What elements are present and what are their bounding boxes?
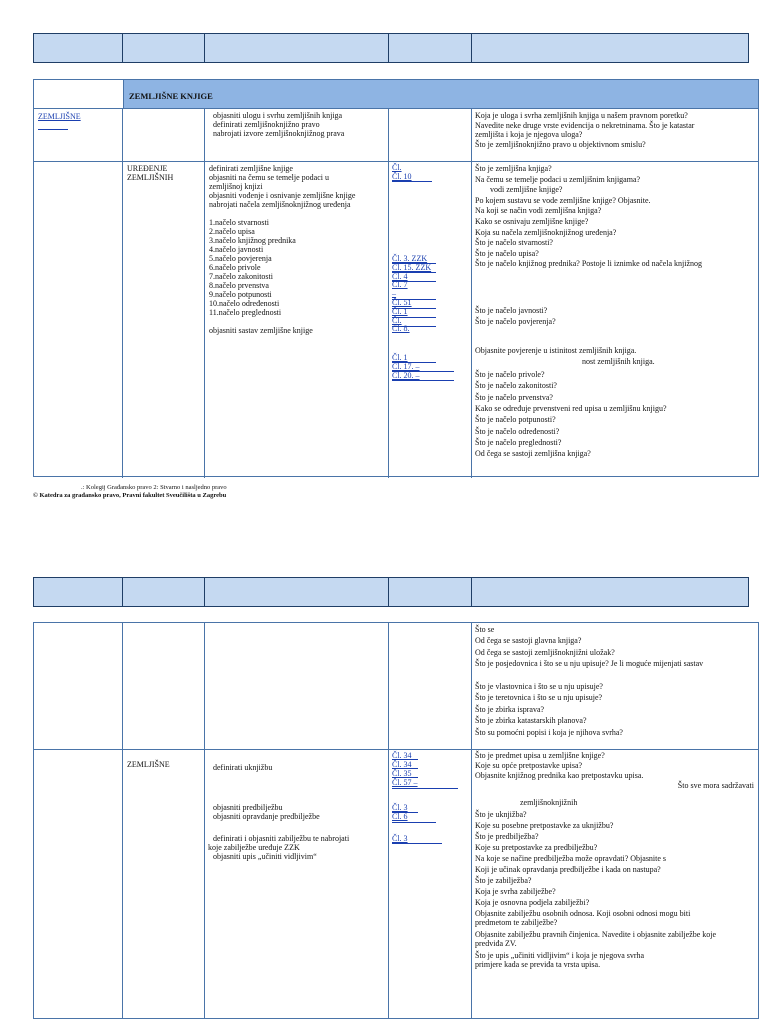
article-link[interactable]: Čl. 3. ZZK (392, 254, 428, 263)
article-link[interactable]: Čl. 34 (392, 760, 412, 769)
question: Objasnite zabilježbu osobnih odnosa. Koji osobni odnosi mogu biti (475, 909, 691, 918)
link-underline (392, 299, 436, 300)
question: Što je načelo knjižnog prednika? Postoje li iznimke od načela knjižnog (475, 259, 703, 269)
question: Navedite neke druge vrste evidencija o nekretninama. Što je katastar (475, 121, 695, 130)
question: Objasnite povjerenje u istinitost zemljišnih knjiga. (475, 346, 637, 355)
objective: definirati zemljišne knjige (209, 164, 293, 173)
link-underline (392, 380, 454, 381)
article-link[interactable]: Čl. 1 (392, 353, 408, 362)
question: Koja je svrha zabilježbe? (475, 887, 556, 896)
objectives-cell (205, 109, 389, 161)
article-link[interactable]: Čl. 3 (392, 803, 408, 812)
question: predviđa ZV. (475, 939, 517, 948)
question: Od čega se sastoji zemljišnoknjižni uložak? (475, 647, 615, 657)
question: Što je zbirka isprava? (475, 704, 545, 714)
objective: nabrojati načela zemljišnoknjižnog uređenja (209, 200, 351, 209)
question: Što je predmet upisa u zemljišne knjige? (475, 751, 605, 760)
header-cell (34, 34, 123, 62)
question: Što se (475, 625, 495, 634)
question: nost zemljišnih knjiga. (582, 357, 655, 366)
header-cell (472, 34, 748, 62)
question: Na koji se način vodi zemljišna knjiga? (475, 206, 602, 216)
topic-cell (123, 162, 205, 478)
objective: objasniti sastav zemljišne knjige (209, 326, 313, 335)
link-underline (392, 812, 418, 813)
article-link[interactable]: Čl. 6 (392, 812, 408, 821)
questions-cell (472, 109, 758, 161)
objectives-cell (205, 162, 389, 478)
objective: objasniti upis „učiniti vidljivim“ (213, 852, 317, 861)
link-underline (392, 326, 436, 327)
question: Što je načelo prvenstva? (475, 392, 553, 402)
article-link[interactable]: Čl. (392, 163, 402, 172)
link-underline (392, 317, 436, 318)
link-underline (392, 822, 436, 823)
question: Što je načelo stvarnosti? (475, 238, 553, 248)
question: Što je predbilježba? (475, 832, 539, 841)
article-link[interactable]: Čl. 51 (392, 298, 412, 307)
article-link[interactable]: – (392, 289, 396, 299)
article-link[interactable]: Čl. 10 (392, 172, 412, 181)
article-link[interactable]: Čl. 57 – (392, 778, 418, 787)
question: Što je načelo preglednosti? (475, 437, 562, 447)
question: Objasnite zabilježbu pravnih činjenica. Navedite i objasnite zabilježbe koje (475, 930, 717, 939)
syllabus-table-2 (33, 622, 759, 1019)
question: Koja su načela zemljišnoknjižnog uređenja? (475, 227, 617, 237)
question: Što je načelo zakonitosti? (475, 381, 557, 391)
question: vodi zemljišne knjige? (490, 185, 563, 195)
questions-cell (472, 750, 758, 1019)
question: zemljišnoknjižnih (520, 798, 578, 807)
question: Koja je uloga i svrha zemljišnih knjiga u našem pravnom poretku? (475, 111, 688, 120)
question: Koje su opće pretpostavke upisa? (475, 761, 583, 770)
question: predmetom te zabilježbe? (475, 918, 558, 927)
question: Objasnite knjižnog prednika kao pretpostavku upisa. (475, 771, 644, 780)
objective: objasniti ulogu i svrhu zemljišnih knjiga (213, 111, 343, 120)
table-header-band (33, 577, 749, 607)
link-underline (392, 272, 436, 273)
objective: 7.načelo zakonitosti (209, 272, 273, 281)
section-title: ZEMLJIŠNE KNJIGE (124, 80, 758, 108)
link-underline (392, 371, 454, 372)
objective: zemljišnoj knjizi (209, 182, 263, 191)
objective: objasniti predbilježbu (213, 803, 283, 812)
objective: 6.načelo privole (209, 263, 261, 272)
question: Koje su posebne pretpostavke za uknjižbu? (475, 821, 614, 830)
question: Što je načelo privole? (475, 370, 545, 379)
question: Što je teretovnica i što se u nju upisuje? (475, 693, 603, 703)
question: Što je zemljišna knjiga? (475, 164, 552, 173)
article-link[interactable]: Čl. (392, 315, 402, 325)
table-header-band (33, 33, 749, 63)
table-row (34, 109, 758, 162)
header-cell (123, 578, 205, 606)
table-row (34, 162, 758, 478)
link-underline (392, 777, 418, 778)
objective: 9.načelo potpunosti (209, 290, 272, 299)
question: Što je zbirka katastarskih planova? (475, 716, 587, 726)
objective: 2.načelo upisa (209, 227, 255, 236)
question: Koji je učinak opravdanja predbilježbe i kada on nastupa? (475, 865, 661, 874)
article-link[interactable]: Čl. 4 (392, 271, 408, 281)
question: Koje su pretpostavke za predbilježbu? (475, 843, 598, 852)
header-cell (205, 34, 389, 62)
objective: 8.načelo prvenstva (209, 281, 269, 290)
header-cell (123, 34, 205, 62)
objective: 10.načelo određenosti (209, 299, 280, 308)
article-link[interactable]: Čl. 7 (392, 280, 408, 290)
objective: 3.načelo knjižnog prednika (209, 236, 296, 245)
topic-label: UREĐENJE (127, 164, 168, 173)
question: Kako se određuje prvenstveni red upisa u zemljišnu knjigu? (475, 403, 667, 413)
link-underline (392, 281, 436, 282)
objectives-cell (205, 750, 389, 1019)
header-cell (205, 578, 389, 606)
question: Što je zabilježba? (475, 876, 532, 885)
objective: 1.načelo stvarnosti (209, 218, 269, 227)
objective: definirati zemljišnoknjižno pravo (213, 120, 320, 129)
questions-cell (472, 623, 758, 749)
article-link[interactable]: Čl. 20. – (392, 371, 420, 380)
syllabus-table-1 (33, 79, 759, 477)
topic-link[interactable]: ZEMLJIŠNE (38, 112, 81, 121)
question: Na koje se načine predbilježba može opravdati? Objasnite s (475, 854, 667, 863)
link-underline (392, 362, 436, 363)
link-underline (392, 759, 418, 760)
question: Od čega se sastoji glavna knjiga? (475, 636, 582, 646)
footer-line: © Katedra za građansko pravo, Pravni fakultet Sveučilišta u Zagrebu (33, 492, 227, 499)
objective: 11.načelo preglednosti (209, 308, 282, 317)
question: Što je uknjižba? (475, 810, 527, 819)
link-underline (392, 181, 432, 182)
objective: definirati i objasniti zabilježbu te nabrojati (213, 834, 350, 843)
objective: objasniti opravdanje predbilježbe (213, 812, 320, 821)
header-cell (472, 578, 748, 606)
question: Što su pomoćni popisi i koja je njihova svrha? (475, 727, 623, 737)
objective: objasniti vođenje i osnivanje zemljišne knjige (209, 191, 356, 200)
link-underline (392, 788, 458, 789)
topic-cell (123, 750, 205, 1019)
article-link[interactable]: Čl. 17. – (392, 362, 420, 371)
table-row (34, 750, 758, 1019)
link-underline (392, 843, 442, 844)
article-link[interactable]: Čl. 8. (392, 324, 410, 334)
question: Koja je osnovna podjela zabilježbi? (475, 898, 590, 907)
references-cell (389, 750, 472, 1019)
question: Kako se osnivaju zemljišne knjige? (475, 217, 589, 226)
topic-label: ZEMLJIŠNE (127, 760, 170, 769)
question: Što je načelo određenosti? (475, 426, 560, 436)
objective: nabrojati izvore zemljišnoknjižnog prava (213, 129, 345, 138)
question: Po kojem sustavu se vode zemljišne knjige? Objasnite. (475, 195, 651, 205)
questions-cell (472, 162, 758, 478)
question: Od čega se sastoji zemljišna knjiga? (475, 449, 591, 459)
header-cell (34, 578, 123, 606)
question: primjere kada se previđa ta vrsta upisa. (475, 960, 601, 969)
link-underline (392, 263, 436, 264)
objective: definirati uknjižbu (213, 763, 273, 772)
question: Što je načelo javnosti? (475, 306, 548, 315)
link-underline (392, 768, 418, 769)
question: Što je zemljišnoknjižno pravo u objektivnom smislu? (475, 140, 646, 149)
header-cell (389, 34, 472, 62)
header-cell (389, 578, 472, 606)
link-underline (392, 308, 436, 309)
question: zemljišta i koja je njegova uloga? (475, 130, 583, 139)
question: Što je vlastovnica i što se u nju upisuje? (475, 682, 603, 691)
article-link[interactable]: Čl. 1 (392, 306, 408, 316)
objective: 4.načelo javnosti (209, 245, 264, 254)
article-link[interactable]: Čl. 34 (392, 751, 412, 760)
question: Što sve mora sadržavati (677, 781, 754, 790)
topic-label: ZEMLJIŠNIH (127, 173, 174, 182)
footer-line: .: Kolegij Građansko pravo 2: Stvarno i nasljedno pravo (81, 484, 227, 491)
article-link[interactable]: Čl. 35 (392, 769, 412, 778)
question: Što je upis „učiniti vidljivim“ i koja je njegova svrha (475, 951, 645, 960)
references-cell (389, 162, 472, 478)
question: Što je načelo upisa? (475, 248, 539, 258)
question: Na čemu se temelje podaci u zemljišnim knjigama? (475, 174, 641, 184)
question: Što je posjedovnica i što se u nju upisuje? Je li moguće mijenjati sastav (475, 659, 704, 669)
objective: 5.načelo povjerenja (209, 254, 272, 263)
section-title-row (34, 80, 758, 109)
article-link[interactable]: Čl. 3 (392, 834, 408, 843)
article-link[interactable]: Čl. 15. ZZK (392, 262, 432, 272)
question: Što je načelo povjerenja? (475, 317, 556, 326)
objective: objasniti na čemu se temelje podaci u (209, 173, 329, 182)
table-row (34, 623, 758, 750)
objective: koje zabilježbe uređuje ZZK (208, 843, 300, 852)
page-footer (33, 484, 227, 500)
question: Što je načelo potpunosti? (475, 415, 556, 425)
